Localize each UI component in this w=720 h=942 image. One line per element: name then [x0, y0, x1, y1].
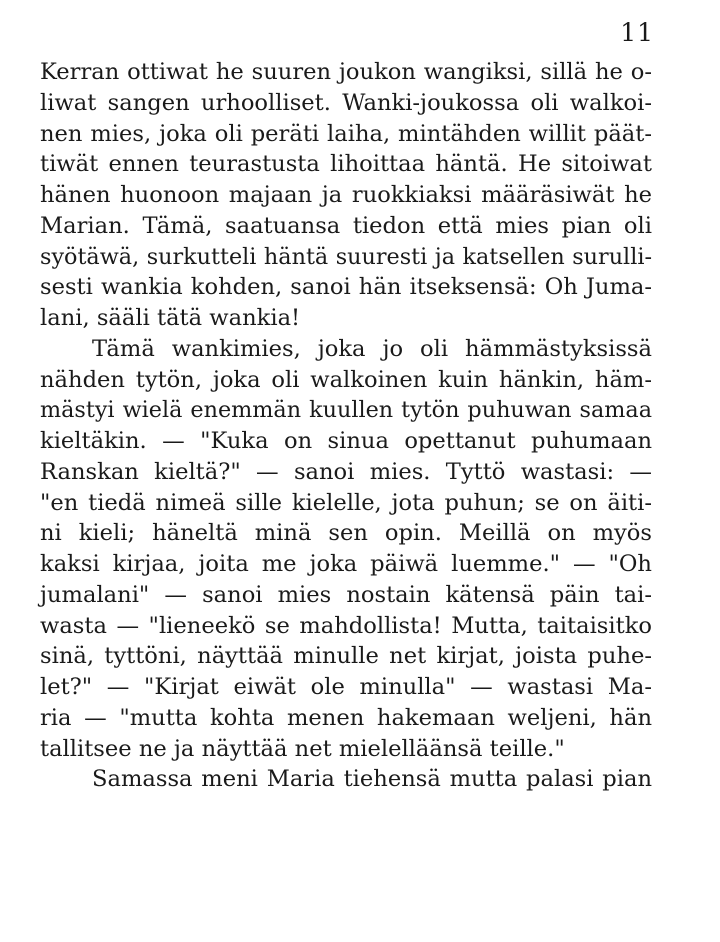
text-line: kieltäkin. — "Kuka on sinua opettanut puhumaan — [40, 428, 652, 454]
page-number: 11 — [620, 18, 654, 47]
text-line: nen mies, joka oli peräti laiha, mintähden willit päät- — [40, 120, 652, 147]
text-line: Tämä wankimies, joka jo oli hämmästyksissä — [92, 335, 652, 362]
text-line: nähden tytön, joka oli walkoinen kuin hänkin, häm- — [40, 366, 652, 393]
text-line: jumalani" — sanoi mies nostain kätensä päin tai- — [40, 581, 652, 608]
text-line: ni kieli; häneltä minä sen opin. Meillä on myös — [40, 520, 652, 547]
text-line: Marian. Tämä, saatuansa tiedon että mies pian oli — [40, 212, 652, 239]
text-line: "en tiedä nimeä sille kielelle, jota puhun; se on äiti- — [40, 489, 652, 516]
text-line: kaksi kirjaa, joita me joka päiwä luemme." — "Oh — [40, 551, 652, 577]
text-line: Samassa meni Maria tiehensä mutta palasi pian — [92, 766, 652, 793]
text-line: hänen huonoon majaan ja ruokkiaksi määräsiwät he — [40, 182, 652, 208]
text-line: lani, sääli tätä wankia! — [40, 305, 301, 331]
text-line: mästyi wielä enemmän kuullen tytön puhuwan samaa — [40, 397, 652, 424]
text-line: let?" — "Kirjat eiwät ole minulla" — wastasi Ma- — [40, 674, 652, 700]
text-line: tiwät ennen teurastusta lihoittaa häntä. He sitoiwat — [40, 151, 652, 178]
text-line: ria — "mutta kohta menen hakemaan weljeni, hän — [40, 704, 652, 731]
text-line: wasta — "lieneekö se mahdollista! Mutta, taitaisitko — [40, 612, 652, 639]
text-line: liwat sangen urhoolliset. Wanki-joukossa oli walkoi- — [40, 89, 652, 116]
text-line: Kerran ottiwat he suuren joukon wangiksi, sillä he o- — [40, 59, 652, 85]
text-line: tallitsee ne ja näyttää net mielelläänsä teille." — [40, 735, 565, 762]
text-line: Ranskan kieltä?" — sanoi mies. Tyttö wastasi: — — [40, 458, 652, 485]
text-line: syötäwä, surkutteli häntä suuresti ja katsellen surulli- — [40, 243, 652, 270]
body-text — [40, 57, 652, 795]
text-line: sinä, tyttöni, näyttää minulle net kirjat, joista puhe- — [40, 643, 652, 670]
text-line: sesti wankia kohden, sanoi hän itseksensä: Oh Juma- — [40, 274, 652, 301]
